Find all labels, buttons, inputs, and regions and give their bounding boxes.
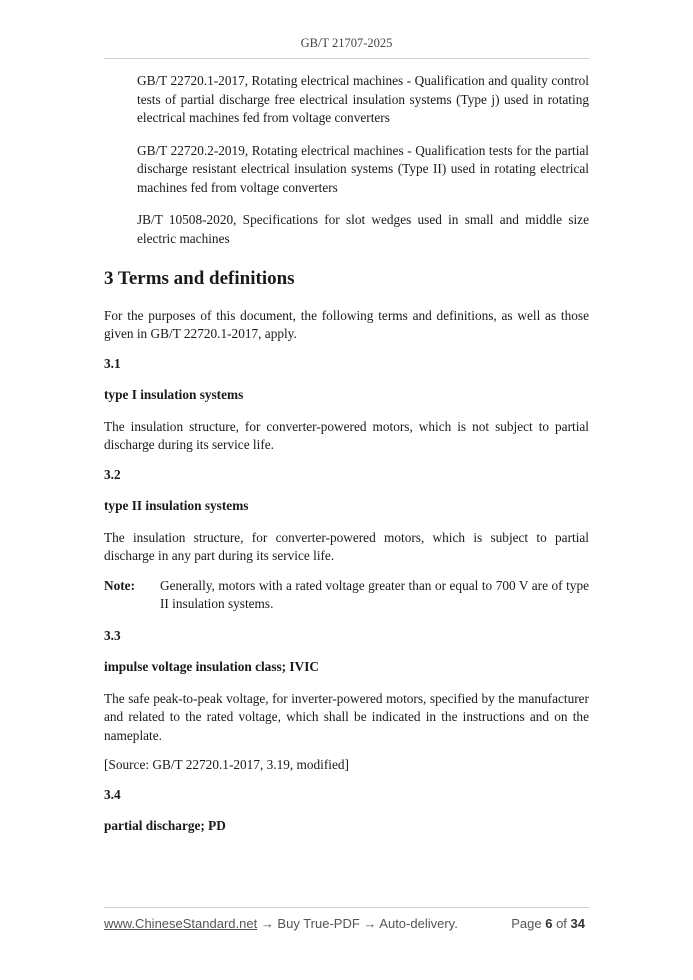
note-text: Generally, motors with a rated voltage greater than or equal to 700 V are of type II insulation systems. bbox=[160, 577, 589, 611]
term-number: 3.1 bbox=[104, 355, 121, 371]
term-definition: The insulation structure, for converter-powered motors, which is not subject to partial discharge during its service life. bbox=[104, 418, 589, 452]
term-definition: The insulation structure, for converter-powered motors, which is subject to partial discharge in any part during its service life. bbox=[104, 529, 589, 563]
page-total: 34 bbox=[570, 916, 585, 931]
header-divider bbox=[104, 58, 589, 59]
footer-tagline: → Buy True-PDF → Auto-delivery. bbox=[257, 916, 458, 931]
term-title: type I insulation systems bbox=[104, 387, 244, 402]
reference-item: GB/T 22720.1-2017, Rotating electrical machines - Qualification and quality control tests of partial discharge free electrical insulation systems (Type j) used in rotating electrical machines fed from voltage converters bbox=[137, 73, 589, 125]
document-id: GB/T 21707-2025 bbox=[300, 36, 393, 50]
term-number: 3.2 bbox=[104, 466, 121, 482]
term-note bbox=[104, 577, 589, 614]
term-definition: The safe peak-to-peak voltage, for inverter-powered motors, specified by the manufacturer and related to the rated voltage, which shall be indicated in the instructions and on the nameplate. bbox=[104, 690, 589, 743]
term-source: [Source: GB/T 22720.1-2017, 3.19, modified] bbox=[104, 757, 349, 772]
reference-item: JB/T 10508-2020, Specifications for slot wedges used in small and middle size electric machines bbox=[137, 212, 589, 246]
term-title: type II insulation systems bbox=[104, 498, 249, 513]
page-number bbox=[511, 916, 585, 931]
section-intro: For the purposes of this document, the following terms and definitions, as well as those given in GB/T 22720.1-2017, apply. bbox=[104, 307, 589, 341]
reference-item: GB/T 22720.2-2019, Rotating electrical machines - Qualification tests for the partial discharge resistant electrical insulation systems (Type II) used in rotating electrical machines fed from voltage converters bbox=[137, 142, 589, 195]
page-header bbox=[0, 36, 693, 51]
footer-divider bbox=[104, 907, 589, 908]
term-number: 3.4 bbox=[104, 786, 121, 802]
footer-promo bbox=[104, 916, 458, 931]
page-content bbox=[104, 72, 589, 849]
of-label: of bbox=[556, 916, 567, 931]
site-link[interactable]: www.ChineseStandard.net bbox=[104, 916, 258, 931]
section-heading: 3 Terms and definitions bbox=[104, 268, 295, 289]
page-current: 6 bbox=[545, 916, 553, 931]
term-number: 3.3 bbox=[104, 627, 121, 643]
term-title: impulse voltage insulation class; IVIC bbox=[104, 659, 319, 674]
page-label: Page bbox=[511, 916, 542, 931]
term-title: partial discharge; PD bbox=[104, 818, 226, 833]
note-label: Note: bbox=[104, 577, 136, 593]
